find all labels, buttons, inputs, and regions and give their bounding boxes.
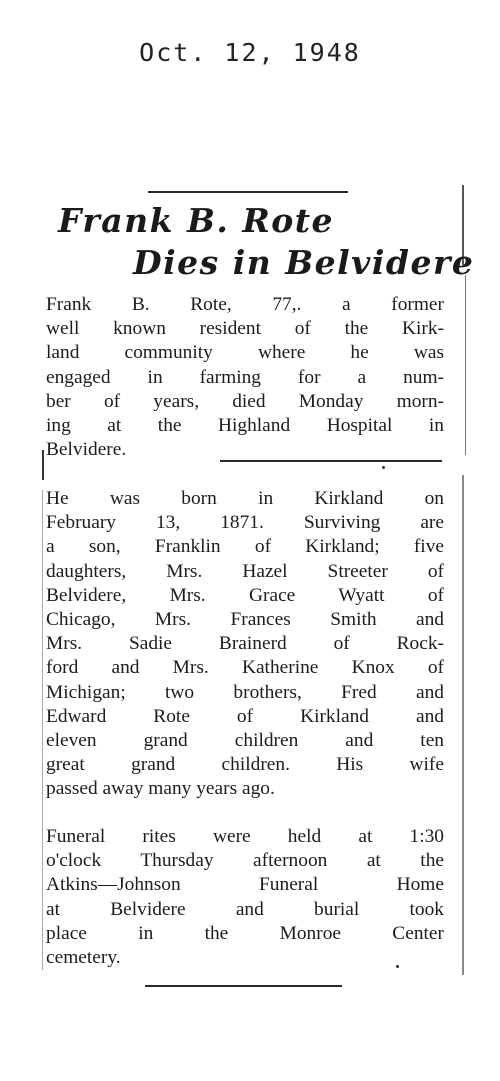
print-speck — [396, 965, 399, 968]
text-line: Frank B. Rote, 77,. a former — [46, 294, 444, 315]
clipping-edge — [42, 490, 43, 970]
text-line: daughters, Mrs. Hazel Streeter of — [46, 560, 444, 582]
text-line: Chicago, Mrs. Frances Smith and — [46, 609, 444, 631]
paragraph-3 — [46, 825, 444, 970]
newspaper-clipping — [38, 185, 475, 995]
paragraph-2 — [46, 487, 444, 802]
print-speck — [382, 466, 385, 469]
bottom-rule — [145, 985, 342, 987]
headline-line-2: Dies in Belvidere — [133, 243, 475, 282]
text-line: ford and Mrs. Katherine Knox of — [46, 657, 444, 679]
text-line: passed away many years ago. — [46, 778, 275, 800]
date-stamp: Oct. 12, 1948 — [139, 38, 361, 67]
text-line: Michigan; two brothers, Fred and — [46, 681, 444, 703]
text-line: Funeral rites were held at 1:30 — [46, 826, 444, 847]
text-line: eleven grand children and ten — [46, 730, 444, 752]
text-line: at Belvidere and burial took — [46, 898, 444, 920]
text-line: place in the Monroe Center — [46, 922, 444, 944]
text-line: Mrs. Sadie Brainerd of Rock- — [46, 633, 444, 655]
clipping-edge — [42, 450, 44, 480]
clipping-edge — [465, 275, 466, 455]
text-line: well known resident of the Kirk- — [46, 318, 444, 340]
text-line: He was born in Kirkland on — [46, 488, 444, 509]
text-line: ing at the Highland Hospital in — [46, 415, 444, 437]
text-line: cemetery. — [46, 947, 121, 969]
text-line: Belvidere, Mrs. Grace Wyatt of — [46, 584, 444, 606]
text-line: engaged in farming for a num- — [46, 366, 444, 388]
text-line: great grand children. His wife — [46, 754, 444, 776]
text-line: land community where he was — [46, 342, 444, 364]
top-rule — [148, 191, 348, 193]
text-line: Atkins—Johnson Funeral Home — [46, 874, 444, 896]
paragraph-1 — [46, 293, 444, 462]
text-line: Belvidere. — [46, 439, 127, 461]
text-line: a son, Franklin of Kirkland; five — [46, 536, 444, 558]
text-line: Edward Rote of Kirkland and — [46, 705, 444, 727]
text-line: February 13, 1871. Surviving are — [46, 512, 444, 534]
text-line: o'clock Thursday afternoon at the — [46, 850, 444, 872]
headline-line-1: Frank B. Rote — [58, 201, 335, 240]
text-line: ber of years, died Monday morn- — [46, 390, 444, 412]
section-rule — [220, 460, 442, 462]
clipping-edge — [462, 475, 464, 975]
